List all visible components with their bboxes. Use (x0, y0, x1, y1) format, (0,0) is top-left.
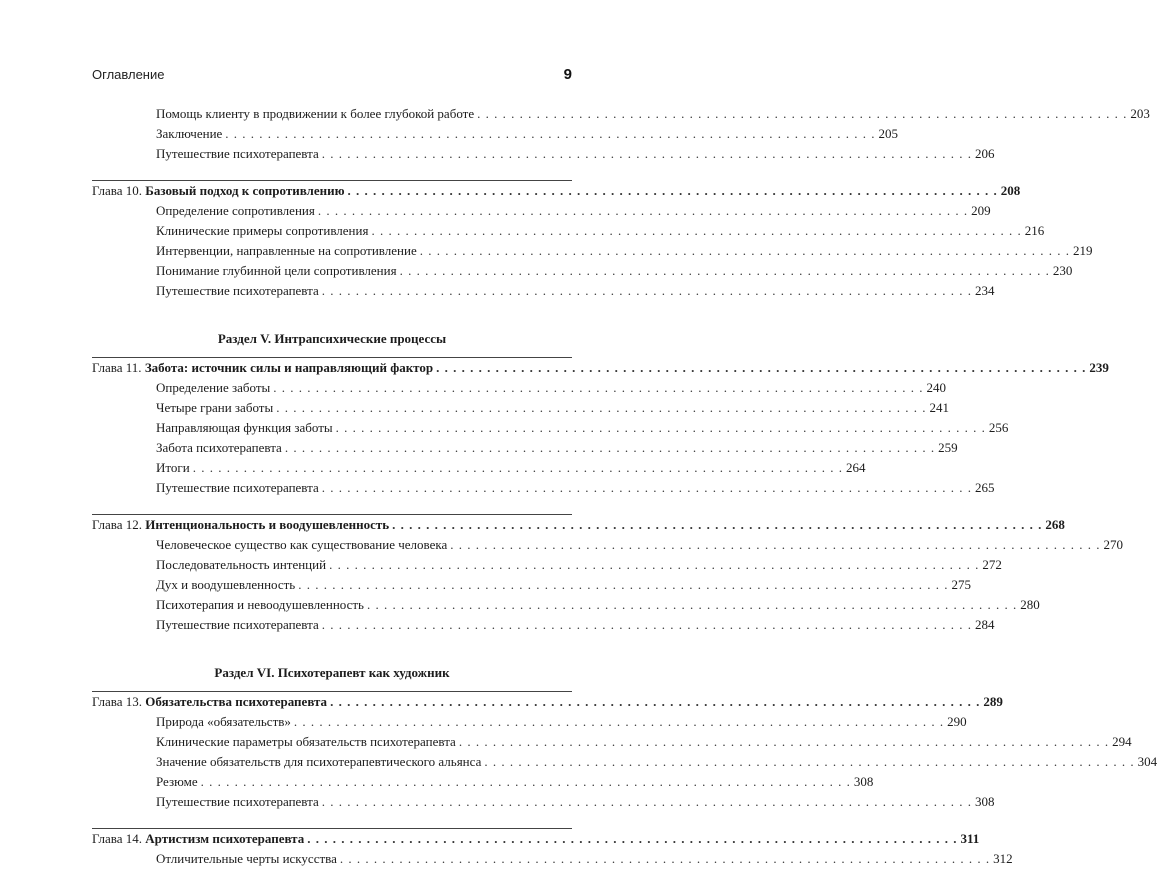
entry-title: Определение заботы (156, 380, 271, 395)
dot-leader: . . . . . . . . . . . . . . . . . . . . . . . . . . . . . . . . . . . . . . . . . . . . . . . . . . . . . . . . . . . . . . . . . . . . . . . . . . . . . (321, 146, 972, 161)
entry-page: 209 (971, 203, 991, 218)
entry-page: 241 (929, 400, 949, 415)
dot-leader: . . . . . . . . . . . . . . . . . . . . . . . . . . . . . . . . . . . . . . . . . . . . . . . . . . . . . . . . . . . . . . . . . . . . . . . . . . . . . (347, 183, 998, 198)
entry-title: Отличительные черты искусства (156, 851, 337, 866)
entry-page: 203 (1130, 106, 1150, 121)
dot-leader: . . . . . . . . . . . . . . . . . . . . . . . . . . . . . . . . . . . . . . . . . . . . . . . . . . . . . . . . . . . . . . . . . . . . . . . . . . . . . (330, 694, 981, 709)
entry-title: Клинические параметры обязательств психотерапевта (156, 734, 456, 749)
dot-leader: . . . . . . . . . . . . . . . . . . . . . . . . . . . . . . . . . . . . . . . . . . . . . . . . . . . . . . . . . . . . . . . . . . . . . . . . . . . . . (371, 223, 1022, 238)
toc-entry (92, 241, 1093, 261)
toc-entry (92, 772, 874, 792)
toc-entry (92, 281, 995, 301)
dot-leader: . . . . . . . . . . . . . . . . . . . . . . . . . . . . . . . . . . . . . . . . . . . . . . . . . . . . . . . . . . . . . . . . . . . . . . . . . . . . . (450, 537, 1101, 552)
toc-entry (92, 124, 899, 144)
toc-entry (92, 575, 971, 595)
dot-leader: . . . . . . . . . . . . . . . . . . . . . . . . . . . . . . . . . . . . . . . . . . . . . . . . . . . . . . . . . . . . . . . . . . . . . . . . . . . . . (484, 754, 1135, 769)
toc-entry (92, 849, 1013, 869)
entry-title: Психотерапия и невоодушевленность (156, 597, 364, 612)
dot-leader: . . . . . . . . . . . . . . . . . . . . . . . . . . . . . . . . . . . . . . . . . . . . . . . . . . . . . . . . . . . . . . . . . . . . . . . . . . . . . (321, 480, 972, 495)
toc-entry (92, 732, 1132, 752)
dot-leader: . . . . . . . . . . . . . . . . . . . . . . . . . . . . . . . . . . . . . . . . . . . . . . . . . . . . . . . . . . . . . . . . . . . . . . . . . . . . . (367, 597, 1018, 612)
toc-entry (92, 555, 1002, 575)
chapter-heading (92, 692, 1003, 712)
chapter-title: Базовый подход к сопротивлению (145, 183, 345, 198)
running-title: Оглавление (92, 67, 165, 82)
dot-leader: . . . . . . . . . . . . . . . . . . . . . . . . . . . . . . . . . . . . . . . . . . . . . . . . . . . . . . . . . . . . . . . . . . . . . . . . . . . . . (436, 360, 1087, 375)
dot-leader: . . . . . . . . . . . . . . . . . . . . . . . . . . . . . . . . . . . . . . . . . . . . . . . . . . . . . . . . . . . . . . . . . . . . . . . . . . . . . (329, 557, 980, 572)
toc-entry (92, 712, 967, 732)
dot-leader: . . . . . . . . . . . . . . . . . . . . . . . . . . . . . . . . . . . . . . . . . . . . . . . . . . . . . . . . . . . . . . . . . . . . . . . . . . . . . (321, 283, 972, 298)
dot-leader: . . . . . . . . . . . . . . . . . . . . . . . . . . . . . . . . . . . . . . . . . . . . . . . . . . . . . . . . . . . . . . . . . . . . . . . . . . . . . (477, 106, 1128, 121)
entry-title: Путешествие психотерапевта (156, 617, 319, 632)
entry-page: 205 (878, 126, 899, 141)
chapter-heading (92, 181, 1021, 201)
chapter-number: Глава 14. (92, 831, 143, 846)
chapter-page: 268 (1045, 517, 1065, 532)
chapter-title: Забота: источник силы и направляющий фактор (144, 360, 434, 375)
entry-title: Четыре грани заботы (156, 400, 274, 415)
entry-page: 312 (993, 851, 1013, 866)
toc-entry (92, 418, 1009, 438)
entry-page: 219 (1072, 243, 1093, 258)
chapter-page: 311 (960, 831, 980, 846)
dot-leader: . . . . . . . . . . . . . . . . . . . . . . . . . . . . . . . . . . . . . . . . . . . . . . . . . . . . . . . . . . . . . . . . . . . . . . . . . . . . . (307, 831, 958, 846)
entry-page: 294 (1112, 734, 1132, 749)
toc-entry (92, 261, 1073, 281)
spacer (92, 301, 572, 317)
section-title: Раздел V. Интрапсихические процессы (217, 331, 447, 346)
dot-leader: . . . . . . . . . . . . . . . . . . . . . . . . . . . . . . . . . . . . . . . . . . . . . . . . . . . . . . . . . . . . . . . . . . . . . . . . . . . . . (273, 380, 924, 395)
entry-title: Направляющая функция заботы (156, 420, 333, 435)
toc-entry (92, 478, 995, 498)
chapter-heading (92, 515, 1065, 535)
dot-leader: . . . . . . . . . . . . . . . . . . . . . . . . . . . . . . . . . . . . . . . . . . . . . . . . . . . . . . . . . . . . . . . . . . . . . . . . . . . . . (298, 577, 949, 592)
dot-leader: . . . . . . . . . . . . . . . . . . . . . . . . . . . . . . . . . . . . . . . . . . . . . . . . . . . . . . . . . . . . . . . . . . . . . . . . . . . . . (339, 851, 991, 866)
dot-leader: . . . . . . . . . . . . . . . . . . . . . . . . . . . . . . . . . . . . . . . . . . . . . . . . . . . . . . . . . . . . . . . . . . . . . . . . . . . . . (458, 734, 1110, 749)
toc-entry (92, 535, 1123, 555)
dot-leader: . . . . . . . . . . . . . . . . . . . . . . . . . . . . . . . . . . . . . . . . . . . . . . . . . . . . . . . . . . . . . . . . . . . . . . . . . . . . . (392, 517, 1043, 532)
chapter-title: Артистизм психотерапевта (145, 831, 305, 846)
entry-page: 308 (974, 794, 995, 809)
entry-page: 234 (974, 283, 995, 298)
chapter-number: Глава 13. (92, 694, 143, 709)
entry-page: 308 (853, 774, 874, 789)
entry-page: 259 (938, 440, 958, 455)
entry-title: Резюме (156, 774, 198, 789)
toc-entry (92, 458, 866, 478)
chapter-page: 239 (1089, 360, 1109, 375)
spacer (92, 164, 572, 180)
entry-page: 265 (974, 480, 995, 495)
entry-title: Последовательность интенций (156, 557, 327, 572)
toc-entry (92, 104, 1150, 124)
chapter-heading (92, 358, 1109, 378)
spacer (92, 635, 572, 651)
toc-entry (92, 438, 958, 458)
dot-leader: . . . . . . . . . . . . . . . . . . . . . . . . . . . . . . . . . . . . . . . . . . . . . . . . . . . . . . . . . . . . . . . . . . . . . . . . . . . . . (276, 400, 927, 415)
chapter-page: 289 (983, 694, 1003, 709)
entry-page: 256 (988, 420, 1009, 435)
toc-entry (92, 752, 1157, 772)
chapter-heading (92, 829, 980, 849)
toc-entry (92, 615, 995, 635)
table-of-contents (92, 104, 1157, 869)
entry-page: 284 (974, 617, 995, 632)
section-title: Раздел VI. Психотерапевт как художник (214, 665, 450, 680)
entry-title: Природа «обязательств» (156, 714, 291, 729)
dot-leader: . . . . . . . . . . . . . . . . . . . . . . . . . . . . . . . . . . . . . . . . . . . . . . . . . . . . . . . . . . . . . . . . . . . . . . . . . . . . . (293, 714, 945, 729)
dot-leader: . . . . . . . . . . . . . . . . . . . . . . . . . . . . . . . . . . . . . . . . . . . . . . . . . . . . . . . . . . . . . . . . . . . . . . . . . . . . . (335, 420, 986, 435)
chapter-title: Обязательства психотерапевта (145, 694, 328, 709)
toc-entry (92, 398, 949, 418)
entry-page: 272 (982, 557, 1002, 572)
dot-leader: . . . . . . . . . . . . . . . . . . . . . . . . . . . . . . . . . . . . . . . . . . . . . . . . . . . . . . . . . . . . . . . . . . . . . . . . . . . . . (317, 203, 969, 218)
entry-title: Итоги (156, 460, 190, 475)
entry-title: Путешествие психотерапевта (156, 480, 319, 495)
entry-title: Путешествие психотерапевта (156, 283, 319, 298)
dot-leader: . . . . . . . . . . . . . . . . . . . . . . . . . . . . . . . . . . . . . . . . . . . . . . . . . . . . . . . . . . . . . . . . . . . . . . . . . . . . . (284, 440, 936, 455)
entry-page: 206 (974, 146, 995, 161)
toc-entry (92, 144, 995, 164)
entry-page: 264 (845, 460, 866, 475)
dot-leader: . . . . . . . . . . . . . . . . . . . . . . . . . . . . . . . . . . . . . . . . . . . . . . . . . . . . . . . . . . . . . . . . . . . . . . . . . . . . . (399, 263, 1050, 278)
dot-leader: . . . . . . . . . . . . . . . . . . . . . . . . . . . . . . . . . . . . . . . . . . . . . . . . . . . . . . . . . . . . . . . . . . . . . . . . . . . . . (200, 774, 851, 789)
entry-page: 240 (926, 380, 947, 395)
entry-title: Путешествие психотерапевта (156, 146, 319, 161)
entry-title: Забота психотерапевта (156, 440, 282, 455)
entry-title: Помощь клиенту в продвижении к более глубокой работе (156, 106, 475, 121)
entry-page: 216 (1024, 223, 1045, 238)
entry-page: 270 (1103, 537, 1123, 552)
chapter-number: Глава 11. (92, 360, 142, 375)
entry-page: 230 (1052, 263, 1073, 278)
entry-page: 290 (947, 714, 967, 729)
entry-title: Клинические примеры сопротивления (156, 223, 369, 238)
entry-title: Определение сопротивления (156, 203, 315, 218)
toc-entry (92, 221, 1045, 241)
running-head (92, 66, 572, 83)
toc-entry (92, 378, 947, 398)
entry-title: Человеческое существо как существование человека (156, 537, 448, 552)
entry-title: Заключение (156, 126, 223, 141)
entry-title: Дух и воодушевленность (156, 577, 296, 592)
dot-leader: . . . . . . . . . . . . . . . . . . . . . . . . . . . . . . . . . . . . . . . . . . . . . . . . . . . . . . . . . . . . . . . . . . . . . . . . . . . . . (419, 243, 1070, 258)
spacer (92, 812, 572, 828)
entry-page: 275 (951, 577, 971, 592)
entry-title: Интервенции, направленные на сопротивление (156, 243, 417, 258)
toc-entry (92, 595, 1040, 615)
chapter-page: 208 (1000, 183, 1021, 198)
entry-title: Значение обязательств для психотерапевтического альянса (156, 754, 482, 769)
chapter-title: Интенциональность и воодушевленность (145, 517, 390, 532)
dot-leader: . . . . . . . . . . . . . . . . . . . . . . . . . . . . . . . . . . . . . . . . . . . . . . . . . . . . . . . . . . . . . . . . . . . . . . . . . . . . . (225, 126, 876, 141)
toc-entry (92, 201, 991, 221)
page-number: 9 (563, 66, 572, 83)
entry-title: Путешествие психотерапевта (156, 794, 319, 809)
chapter-number: Глава 12. (92, 517, 143, 532)
toc-entry (92, 792, 995, 812)
entry-title: Понимание глубинной цели сопротивления (156, 263, 397, 278)
chapter-number: Глава 10. (92, 183, 143, 198)
spacer (92, 498, 572, 514)
entry-page: 280 (1020, 597, 1040, 612)
dot-leader: . . . . . . . . . . . . . . . . . . . . . . . . . . . . . . . . . . . . . . . . . . . . . . . . . . . . . . . . . . . . . . . . . . . . . . . . . . . . . (192, 460, 843, 475)
dot-leader: . . . . . . . . . . . . . . . . . . . . . . . . . . . . . . . . . . . . . . . . . . . . . . . . . . . . . . . . . . . . . . . . . . . . . . . . . . . . . (321, 794, 972, 809)
dot-leader: . . . . . . . . . . . . . . . . . . . . . . . . . . . . . . . . . . . . . . . . . . . . . . . . . . . . . . . . . . . . . . . . . . . . . . . . . . . . . (321, 617, 972, 632)
entry-page: 304 (1137, 754, 1157, 769)
